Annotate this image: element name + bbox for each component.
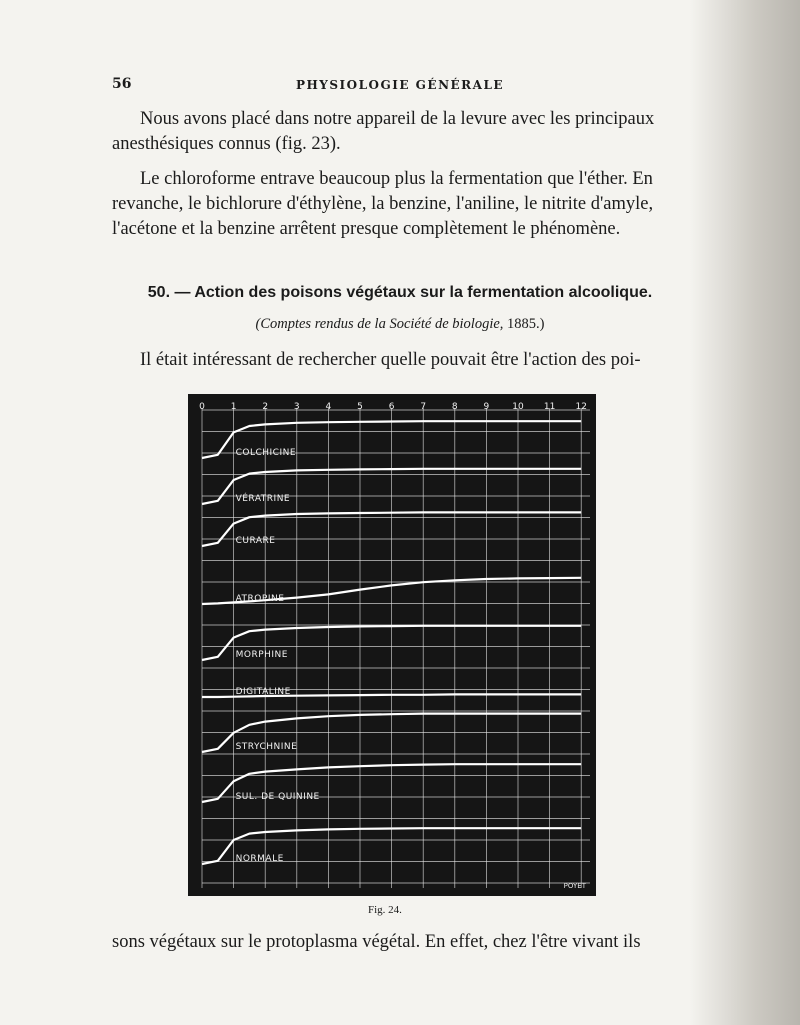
page-edge-shadow — [690, 0, 800, 1025]
curve-label: ATROPINE — [235, 594, 285, 604]
hour-tick-label: 9 — [483, 402, 490, 412]
hour-tick-label: 4 — [325, 402, 332, 412]
figure-24-plate — [188, 394, 596, 896]
curve-label: COLCHICINE — [235, 448, 297, 458]
curve-label: VÉRATRINE — [235, 494, 291, 504]
text-line: revanche, le bichlorure d'éthylène, la benzine, l'aniline, le nitrite d'amyle, — [112, 194, 654, 214]
hour-tick-label: 8 — [451, 402, 458, 412]
curve-label: STRYCHNINE — [235, 742, 298, 752]
source-year: 1885.) — [507, 316, 545, 332]
curve-label: DIGITALINE — [235, 687, 291, 697]
text-line: Le chloroforme entrave beaucoup plus la fermentation que l'éther. En — [140, 169, 653, 189]
page-number: 56 — [112, 76, 132, 92]
source-journal: (Comptes rendus de la Société de biologie, — [255, 316, 504, 332]
curve-label: NORMALE — [235, 854, 284, 864]
section-heading: 50. — Action des poisons végétaux sur la fermentation alcoolique. — [147, 284, 653, 301]
hour-tick-label: 0 — [199, 402, 205, 412]
hour-tick-label: 11 — [543, 402, 556, 412]
engraver-signature: POYET — [563, 882, 586, 890]
hour-tick-label: 12 — [575, 402, 587, 412]
hour-tick-label: 7 — [420, 402, 427, 412]
text-line: anesthésiques connus (fig. 23). — [112, 134, 341, 154]
hour-tick-label: 10 — [512, 402, 524, 412]
hour-tick-label: 1 — [230, 402, 237, 412]
text-line: l'acétone et la benzine arrêtent presque complètement le phénomène. — [112, 219, 621, 239]
text-line: Nous avons placé dans notre appareil de la levure avec les principaux — [140, 109, 655, 129]
hour-tick-label: 6 — [388, 402, 395, 412]
paragraph-anesthetics — [112, 107, 678, 157]
text-line: Il était intéressant de rechercher quelle pouvait être l'action des poi- — [140, 350, 641, 370]
hour-tick-label: 2 — [262, 402, 269, 412]
hour-tick-label: 3 — [293, 402, 300, 412]
paragraph-continuation — [112, 930, 678, 955]
running-title: PHYSIOLOGIE GÉNÉRALE — [295, 78, 505, 92]
figure-caption: Fig. 24. — [368, 904, 402, 916]
paragraph-intro-poisons — [112, 348, 678, 373]
curve-label: CURARE — [235, 536, 276, 546]
curve-label: MORPHINE — [235, 650, 288, 660]
paragraph-chloroform — [112, 167, 678, 242]
hour-tick-label: 5 — [357, 402, 363, 412]
curve-label: SUL. DE QUININE — [235, 792, 320, 802]
fermentation-chart — [188, 394, 596, 896]
section-source — [0, 316, 800, 333]
text-line: sons végétaux sur le protoplasma végétal. En effet, chez l'être vivant ils — [112, 932, 641, 952]
